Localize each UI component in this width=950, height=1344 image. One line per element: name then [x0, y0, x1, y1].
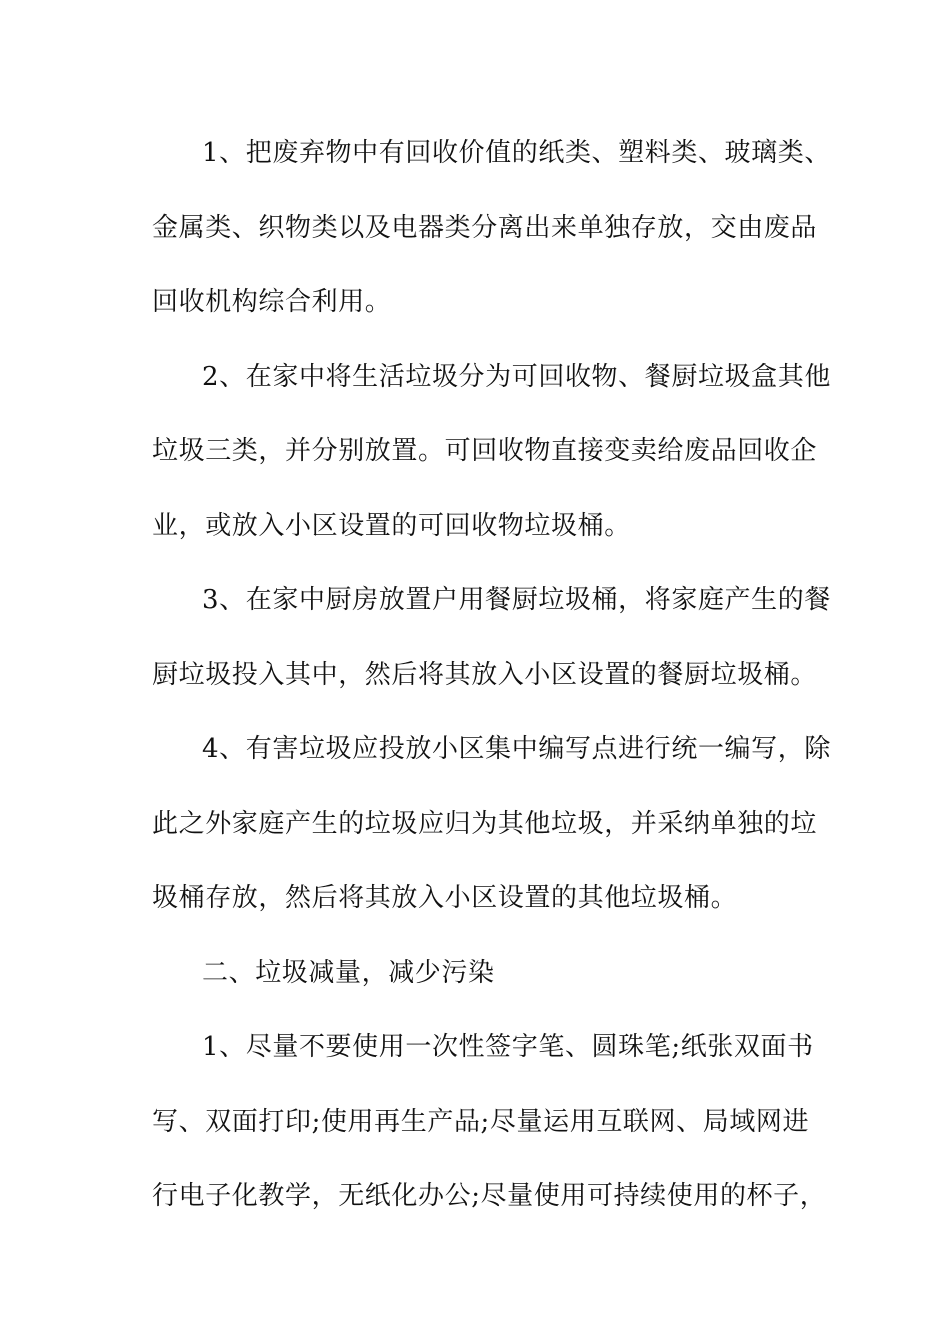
text-line: 行电子化教学，无纸化办公;尽量使用可持续使用的杯子，	[152, 1181, 827, 1211]
text-line: 此之外家庭产生的垃圾应归为其他垃圾，并采纳单独的垃	[152, 808, 818, 839]
text-line: 4、有害垃圾应投放小区集中编写点进行统一编写，除	[202, 734, 831, 764]
section-heading-text: 二、垃圾减量，减少污染	[202, 957, 495, 988]
text-line: 写、双面打印;使用再生产品;尽量运用互联网、局域网进	[152, 1106, 810, 1137]
text-line: 金属类、织物类以及电器类分离出来单独存放，交由废品	[152, 212, 818, 243]
text-line: 1、尽量不要使用一次性签字笔、圆珠笔;纸张双面书	[202, 1032, 814, 1062]
paragraph-kitchen-waste	[152, 563, 831, 712]
text-line: 垃圾三类，并分别放置。可回收物直接变卖给废品回收企	[152, 436, 818, 466]
paragraph-household-sorting	[152, 340, 831, 564]
text-line: 1、把废弃物中有回收价值的纸类、塑料类、玻璃类、	[202, 138, 831, 168]
text-line: 3、在家中厨房放置户用餐厨垃圾桶，将家庭产生的餐	[202, 585, 831, 615]
paragraph-sorting-recyclables	[152, 116, 831, 340]
text-line: 圾桶存放，然后将其放入小区设置的其他垃圾桶。	[152, 883, 738, 913]
document-body	[152, 116, 831, 1234]
section-heading-waste-reduction	[152, 936, 812, 1011]
text-line: 业，或放入小区设置的可回收物垃圾桶。	[152, 510, 631, 541]
text-line: 回收机构综合利用。	[152, 287, 392, 317]
text-line: 厨垃圾投入其中，然后将其放入小区设置的餐厨垃圾桶。	[152, 659, 818, 690]
paragraph-hazardous-waste	[152, 712, 831, 936]
text-line: 2、在家中将生活垃圾分为可回收物、餐厨垃圾盒其他	[202, 361, 831, 392]
paragraph-reduce-disposables	[152, 1010, 827, 1234]
